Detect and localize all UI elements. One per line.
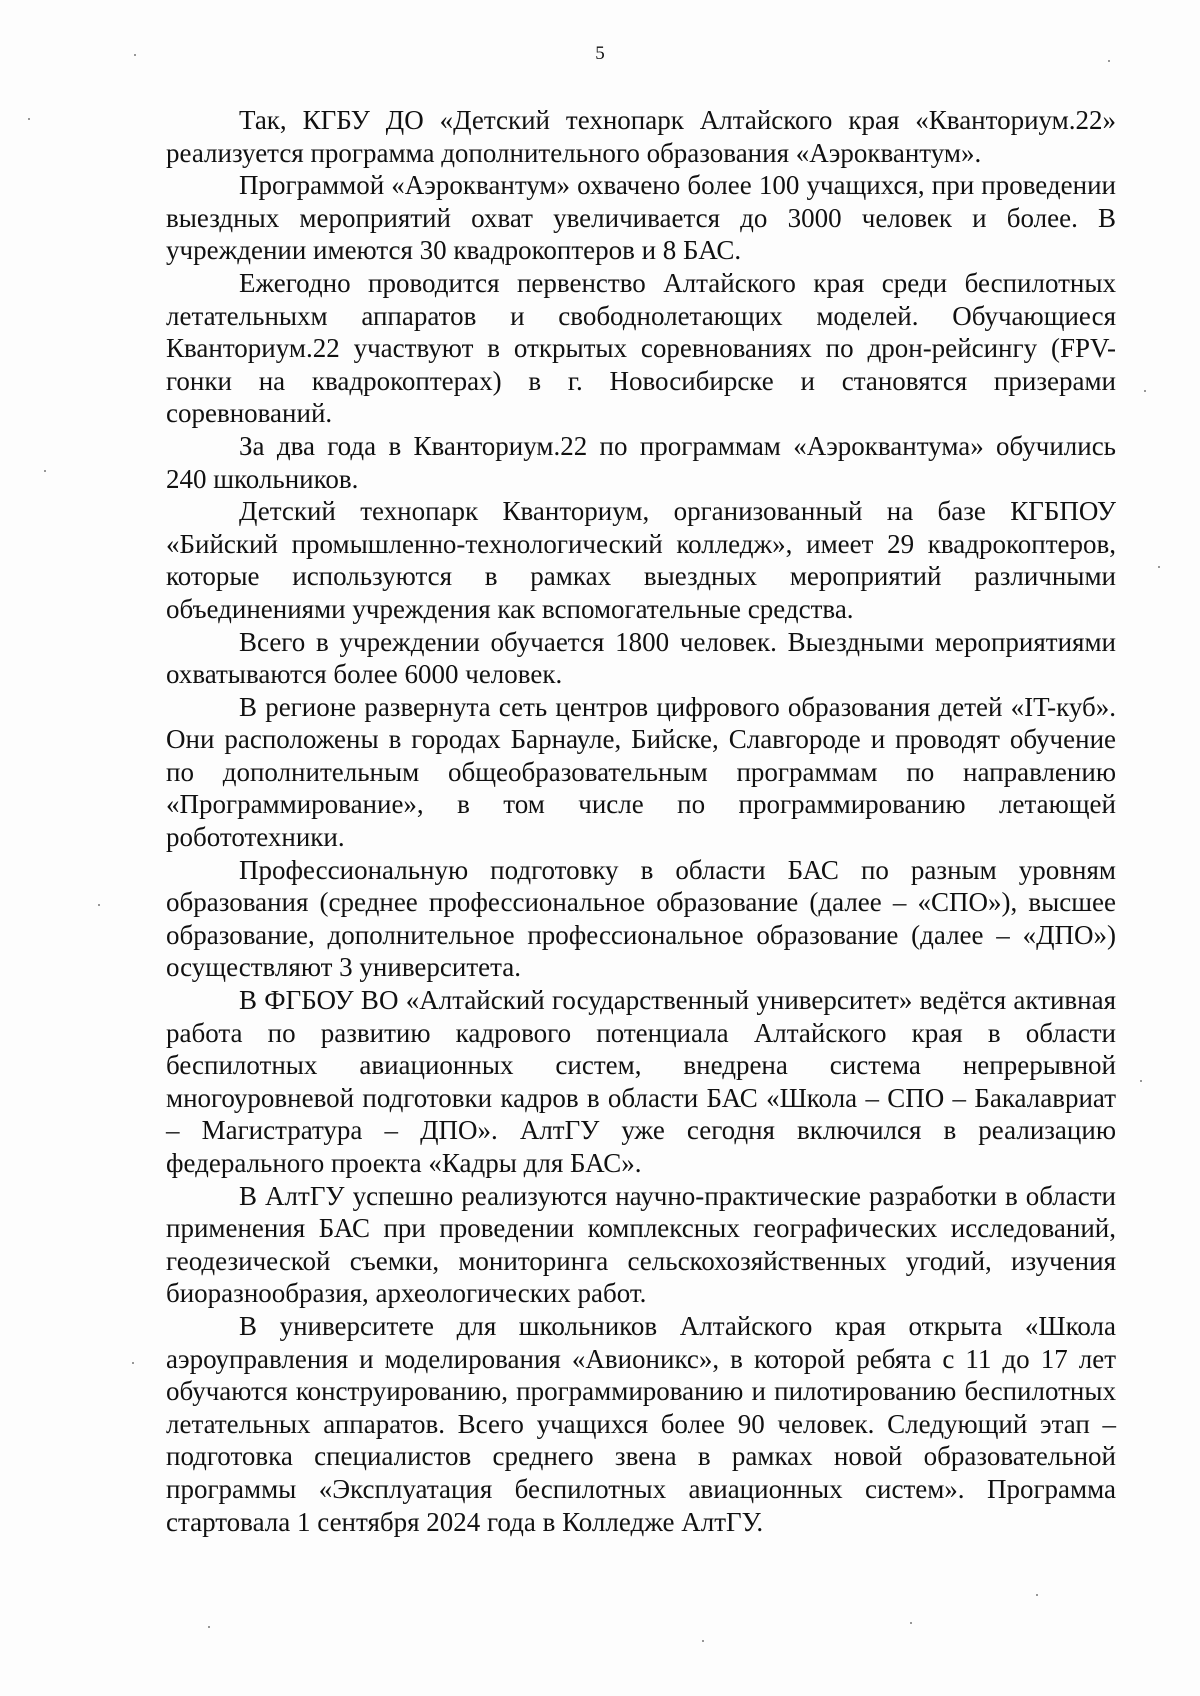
- paragraph-aeroquantum-coverage: Программой «Аэроквантум» охвачено более 100 учащихся, при проведении выездных мероприятий охват увеличивается до 3000 человек и более. В учреждении имеются 30 квадрокоптеров и 8 БАС.: [166, 170, 1116, 266]
- paragraph-asu-personnel: В ФГБОУ ВО «Алтайский государственный университет» ведётся активная работа по развитию кадрового потенциала Алтайского края в области беспилотных авиационных систем, внедрена система непрерывной многоуровневой подготовки кадров в области БАС «Школа – СПО – Бакалавриат – Магистратура – ДПО». АлтГУ уже сегодня включился в реализацию федерального проекта «Кадры для БАС».: [166, 985, 1116, 1178]
- scan-speck: [1036, 1594, 1038, 1596]
- scan-speck: [208, 1626, 210, 1628]
- scan-speck: [1140, 1080, 1142, 1082]
- scan-speck: [702, 1640, 704, 1642]
- scan-speck: [132, 1362, 134, 1364]
- scan-speck: [98, 904, 100, 906]
- scan-speck: [134, 54, 136, 56]
- paragraph-two-years: За два года в Кванториум.22 по программам «Аэроквантума» обучились 240 школьников.: [166, 430, 1116, 494]
- document-body: [166, 104, 1116, 1538]
- paragraph-it-cube: В регионе развернута сеть центров цифрового образования детей «IT-куб». Они расположены в городах Барнауле, Бийске, Славгороде и проводят обучение по дополнительным общеобразовательным программам по направлению «Программирование», в том числе по программированию летающей робототехники.: [166, 691, 1116, 853]
- paragraph-kvantorium-aeroquantum: Так, КГБУ ДО «Детский технопарк Алтайского края «Кванториум.22» реализуется программа дополнительного образования «Аэроквантум».: [166, 105, 1116, 168]
- scan-speck: [1158, 566, 1160, 568]
- scan-speck: [910, 1622, 912, 1624]
- paragraph-avionics-school: В университете для школьников Алтайского края открыта «Школа аэроуправления и моделирования «Авионикс», в которой ребята с 11 до 17 лет обучаются конструированию, программированию и пилотированию беспилотных летательных аппаратов. Всего учащихся более 90 человек. Следующий этап – подготовка специалистов среднего звена в рамках новой образовательной программы «Эксплуатация беспилотных авиационных систем». Программа стартовала 1 сентября 2024 года в Колледже АлтГУ.: [166, 1310, 1116, 1537]
- scan-speck: [28, 118, 30, 120]
- paragraph-asu-research: В АлтГУ успешно реализуются научно-практические разработки в области применения БАС при проведении комплексных географических исследований, геодезической съемки, мониторинга сельскохозяйственных угодий, изучения биоразнообразия, археологических работ.: [166, 1180, 1116, 1309]
- scan-speck: [44, 470, 46, 472]
- paragraph-championship: Ежегодно проводится первенство Алтайского края среди беспилотных летательныхм аппаратов и свободнолетающих моделей. Обучающиеся Кванториум.22 участвуют в открытых соревнованиях по дрон-рейсингу (FPV-гонки на квадрокоптерах) в г. Новосибирске и становятся призерами соревнований.: [166, 267, 1116, 429]
- scan-speck: [1108, 60, 1110, 62]
- paragraph-biysk-students: Всего в учреждении обучается 1800 человек. Выездными мероприятиями охватываются более 6000 человек.: [166, 626, 1116, 690]
- paragraph-professional-training: Профессиональную подготовку в области БАС по разным уровням образования (среднее профессиональное образование (далее – «СПО»), высшее образование, дополнительное профессиональное образование (далее – «ДПО») осуществляют 3 университета.: [166, 854, 1116, 983]
- paragraph-biysk-technopark: Детский технопарк Кванториум, организованный на базе КГБПОУ «Бийский промышленно-технологический колледж», имеет 29 квадрокоптеров, которые используются в рамках выездных мероприятий различными объединениями учреждения как вспомогательные средства.: [166, 496, 1116, 624]
- scan-speck: [1144, 390, 1146, 392]
- page-number: 5: [595, 43, 605, 64]
